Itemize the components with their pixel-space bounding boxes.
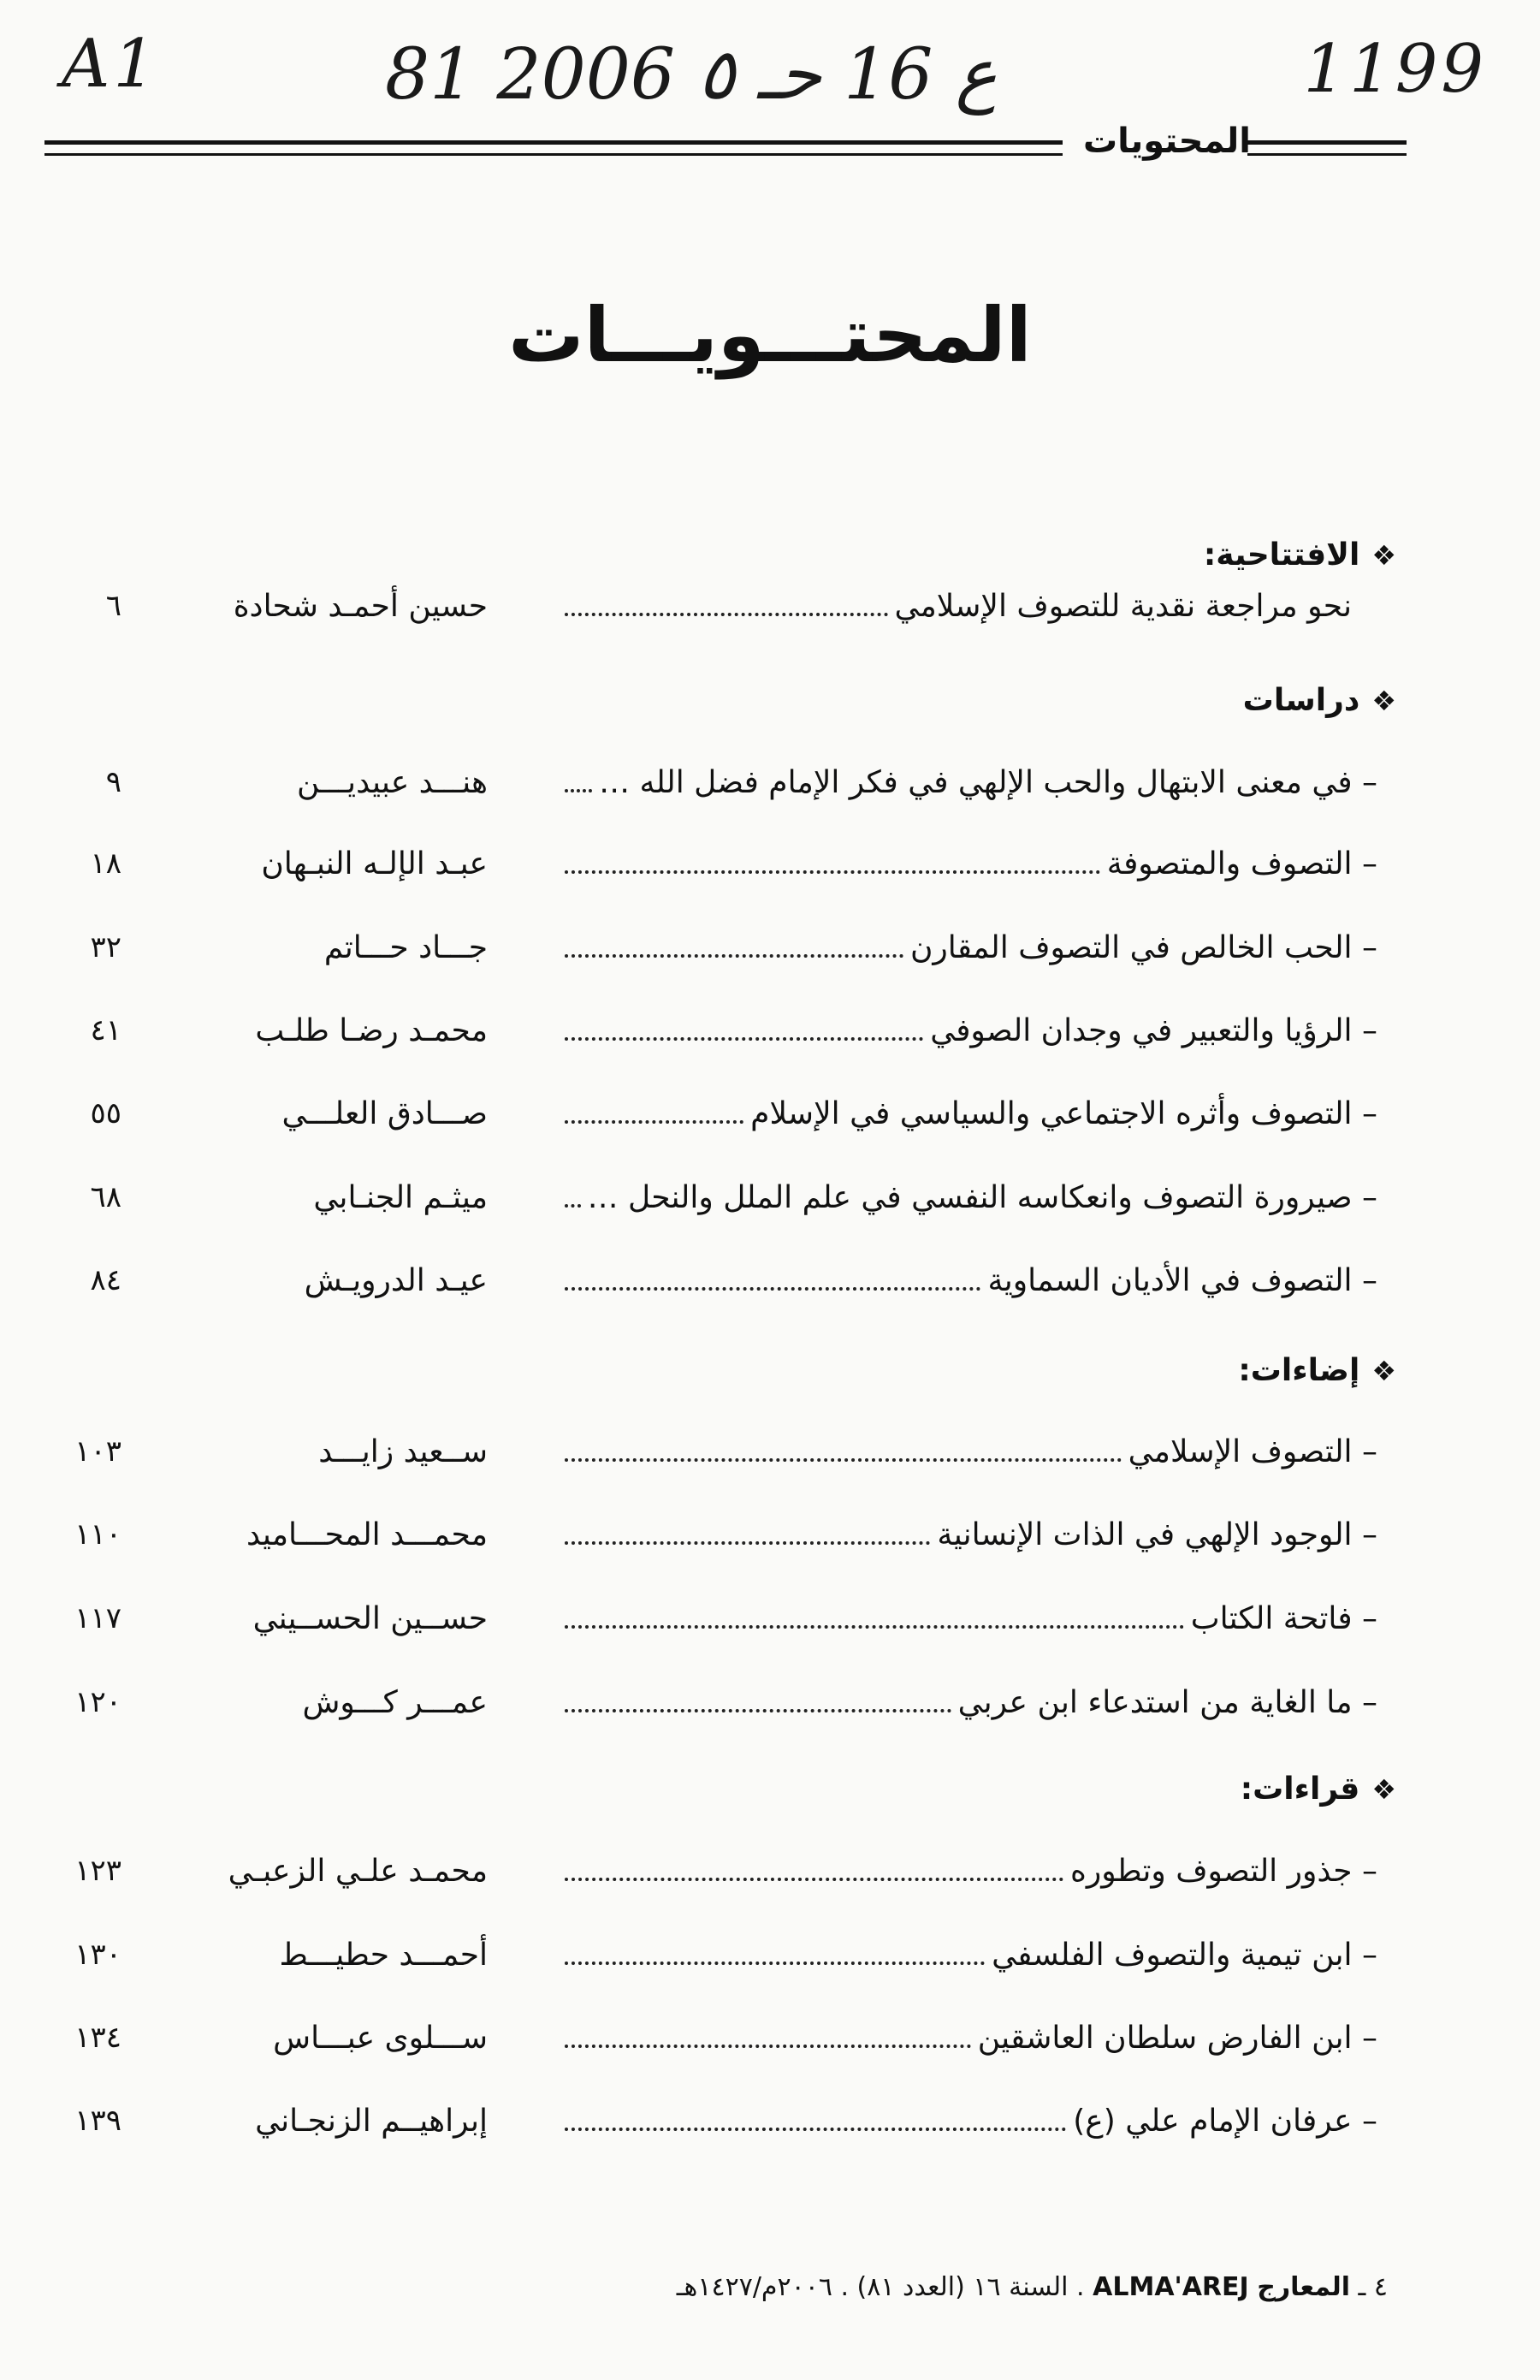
toc-entry-page: ٨٤ [90, 1263, 121, 1297]
toc-entry-author: عيـد الدرويـش [304, 1263, 488, 1298]
toc-entry-page: ٦ [105, 589, 121, 623]
toc-entry-page: ١٣٤ [74, 2021, 121, 2055]
toc-entry-page: ٤١ [90, 1013, 121, 1048]
running-header-text: المحتويات [1082, 122, 1251, 161]
toc-entry-title-text: الرؤيا والتعبير في وجدان الصوفي [930, 1013, 1353, 1048]
toc-entry-title-text: جذور التصوف وتطوره [1069, 1854, 1353, 1889]
toc-entry-title: – الوجود الإلهي في الذات الإنسانية [937, 1517, 1377, 1552]
toc-entry-title-text: التصوف وأثره الاجتماعي والسياسي في الإسلام [750, 1096, 1353, 1131]
toc-entry-title: – التصوف في الأديان السماوية [987, 1263, 1377, 1298]
bullet-icon: ❖ [1371, 539, 1396, 572]
dot-leader [565, 1204, 581, 1208]
toc-entry-author: محمـــد المحـــاميد [246, 1517, 488, 1552]
toc-entry-title-text: التصوف في الأديان السماوية [987, 1263, 1353, 1298]
toc-entry-title: – الحب الخالص في التصوف المقارن [909, 930, 1377, 965]
toc-entry-page: ١١٧ [74, 1601, 121, 1635]
toc-entry-title-text: التصوف والمتصوفة [1106, 846, 1353, 881]
dot-leader [565, 2128, 1066, 2131]
dot-leader [565, 954, 903, 958]
toc-entry-author: محمـد علـي الزعبـي [228, 1854, 488, 1889]
toc-entry-author: ســعيد زايـــد [318, 1434, 488, 1469]
toc-entry-author: عمـــر كـــوش [302, 1685, 488, 1720]
toc-entry-page: ١٢٣ [74, 1854, 121, 1888]
toc-entry-title [895, 589, 1353, 624]
dot-leader [565, 1962, 985, 1965]
dot-leader [565, 1878, 1063, 1881]
dot-leader [565, 1458, 1122, 1462]
dot-leader [565, 1037, 923, 1041]
toc-entry-author: صـــادق العلـــي [281, 1096, 488, 1131]
dot-leader [565, 2045, 971, 2048]
bullet-icon: ❖ [1371, 1355, 1396, 1387]
section-heading-text: قراءات: [1240, 1772, 1360, 1807]
handwritten-note-left: A1 [62, 26, 159, 103]
toc-entry-page: ١١٠ [74, 1517, 121, 1552]
section-heading-text: الافتتاحية: [1203, 537, 1360, 573]
toc-entry-author: حسين أحمـد شحادة [233, 589, 488, 624]
section-heading [1243, 683, 1396, 718]
footer-journal-en: ALMA'AREJ [1093, 2272, 1249, 2302]
footer-journal-ar: المعارج [1257, 2272, 1350, 2302]
toc-entry-page: ١٣٩ [74, 2104, 121, 2138]
dot-leader [565, 1120, 743, 1124]
toc-entry-page: ٣٢ [90, 930, 121, 964]
toc-entry-page: ١٨ [90, 846, 121, 881]
toc-entry-author: أحمـــد حطيـــط [279, 1938, 488, 1973]
toc-entry-page: ٩ [105, 765, 121, 799]
handwritten-note-right: 1199 [1303, 31, 1487, 108]
dot-leader [565, 1287, 980, 1291]
footer-page-number: ٤ [1373, 2272, 1388, 2302]
toc-entry-title-text: ابن تيمية والتصوف الفلسفي [992, 1938, 1353, 1973]
toc-entry-author: محمـد رضـا طلـب [255, 1013, 488, 1048]
dot-leader [565, 1625, 1184, 1629]
toc-entry-title: – التصوف الإسلامي [1128, 1434, 1377, 1469]
toc-entry-author: هنـــد عبيديـــن [297, 765, 488, 800]
toc-entry-author: عبـد الإلـه النبـهان [261, 846, 488, 881]
dot-leader [565, 1541, 930, 1545]
toc-entry-title-text: ما الغاية من استدعاء ابن عربي [957, 1685, 1353, 1720]
section-heading-text: دراسات [1242, 683, 1360, 718]
toc-entry-page: ١٣٠ [74, 1938, 121, 1972]
page-title: المحتـــويـــات [508, 291, 1032, 379]
toc-entry-author: ســـلوى عبـــاس [273, 2021, 488, 2056]
toc-entry-page: ٥٥ [90, 1096, 121, 1131]
toc-entry-title-text: فاتحة الكتاب [1190, 1601, 1353, 1636]
toc-entry-title-text: في معنى الابتهال والحب الإلهي في فكر الإمام فضل الله … [599, 765, 1353, 800]
bullet-icon: ❖ [1371, 1773, 1396, 1806]
toc-entry-author: إبراهيــم الزنجـاني [255, 2104, 488, 2139]
section-heading [1204, 537, 1396, 573]
toc-entry-author: جـــاد حـــاتم [323, 930, 488, 965]
toc-entry-title: – فاتحة الكتاب [1190, 1601, 1377, 1636]
toc-entry-page: ٦٨ [90, 1180, 121, 1214]
toc-entry-title: – ما الغاية من استدعاء ابن عربي [957, 1685, 1377, 1720]
toc-entry-title: – عرفان الإمام علي (ع) [1073, 2104, 1377, 2139]
page-footer: ٤ ـ المعارج ALMA'AREJ . السنة ١٦ (العدد ٨١) . ٢٠٠٦م/١٤٢٧هـ [676, 2272, 1388, 2302]
dot-leader [565, 613, 888, 616]
toc-entry-title: – الرؤيا والتعبير في وجدان الصوفي [930, 1013, 1377, 1048]
toc-entry-title: – التصوف وأثره الاجتماعي والسياسي في الإسلام [750, 1096, 1377, 1131]
toc-entry-page: ١٢٠ [74, 1685, 121, 1719]
toc-entry-title-text: الوجود الإلهي في الذات الإنسانية [937, 1517, 1353, 1552]
toc-entry-author: حســين الحســيني [252, 1601, 488, 1636]
dot-leader [565, 1709, 951, 1712]
toc-entry-title-text: ابن الفارض سلطان العاشقين [977, 2021, 1353, 2056]
toc-entry-title: – صيرورة التصوف وانعكاسه النفسي في علم الملل والنحل … [587, 1180, 1377, 1215]
toc-entry-title: – ابن تيمية والتصوف الفلسفي [992, 1938, 1377, 1973]
toc-entry-title-text: التصوف الإسلامي [1128, 1434, 1353, 1469]
footer-issue: السنة ١٦ (العدد ٨١) . ٢٠٠٦م/١٤٢٧هـ [676, 2272, 1069, 2302]
bullet-icon: ❖ [1371, 685, 1396, 717]
toc-entry-title: – جذور التصوف وتطوره [1069, 1854, 1377, 1889]
toc-entry-title-text: صيرورة التصوف وانعكاسه النفسي في علم الملل والنحل … [587, 1180, 1353, 1215]
section-heading [1241, 1772, 1396, 1807]
toc-entry-page: ١٠٣ [74, 1434, 121, 1469]
toc-entry-author: ميثـم الجنـابي [313, 1180, 488, 1215]
toc-entry-title: – ابن الفارض سلطان العاشقين [977, 2021, 1377, 2056]
section-heading [1238, 1353, 1396, 1388]
toc-entry-title-text: عرفان الإمام علي (ع) [1073, 2104, 1353, 2139]
dot-leader [565, 789, 592, 792]
handwritten-note-center: 81 ع 16 حـ ٥ 2006 [385, 34, 998, 116]
toc-entry-title-text: نحو مراجعة نقدية للتصوف الإسلامي [894, 589, 1352, 624]
section-heading-text: إضاءات: [1238, 1353, 1360, 1388]
toc-entry-title: – التصوف والمتصوفة [1106, 846, 1377, 881]
toc-entry-title: – في معنى الابتهال والحب الإلهي في فكر الإمام فضل الله … [599, 765, 1377, 800]
dot-leader [565, 870, 1100, 874]
toc-entry-title-text: الحب الخالص في التصوف المقارن [909, 930, 1353, 965]
